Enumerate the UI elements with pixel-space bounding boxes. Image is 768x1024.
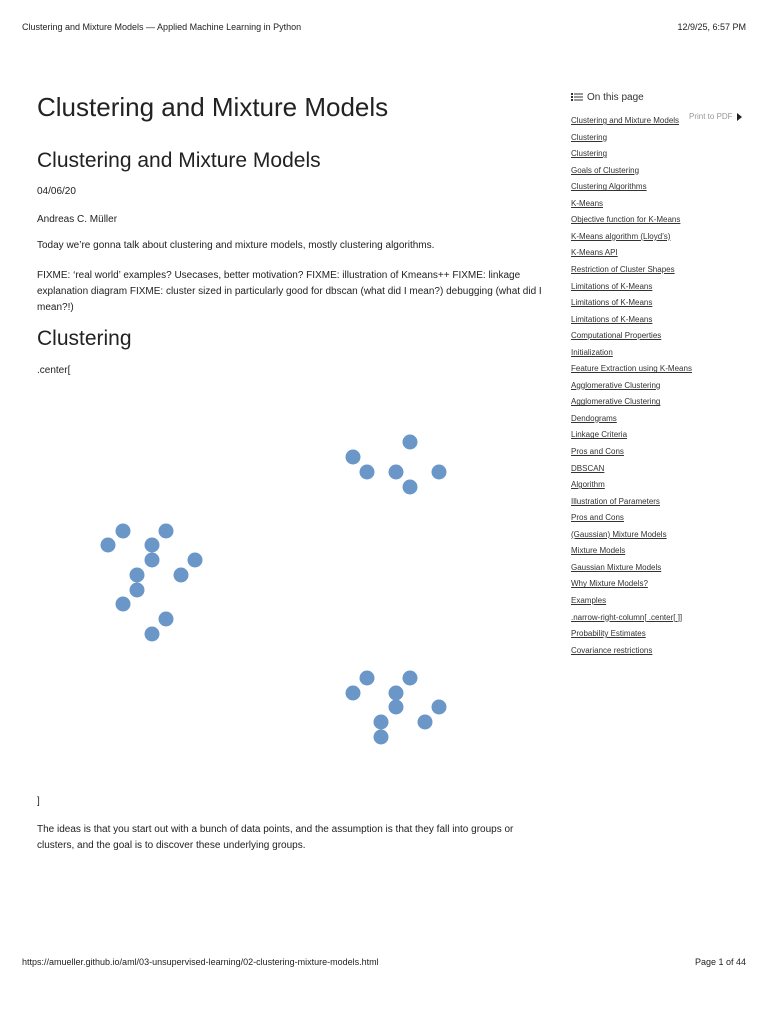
- toc-link[interactable]: Algorithm: [571, 480, 605, 490]
- toc-link[interactable]: Limitations of K-Means: [571, 314, 653, 324]
- cluster-scatter-figure: [37, 380, 547, 790]
- toc-link[interactable]: Limitations of K-Means: [571, 298, 653, 308]
- toc-link[interactable]: Computational Properties: [571, 331, 662, 341]
- toc-link[interactable]: Clustering: [571, 149, 608, 159]
- toc-link[interactable]: K-Means API: [571, 248, 618, 258]
- toc-link[interactable]: Goals of Clustering: [571, 165, 640, 175]
- publish-date: 04/06/20: [37, 186, 76, 197]
- toc-link[interactable]: Probability Estimates: [571, 629, 646, 639]
- print-footer-page: Page 1 of 44: [694, 957, 746, 967]
- data-point: [432, 465, 447, 480]
- toc-link[interactable]: Examples: [571, 595, 607, 605]
- toc-link[interactable]: Feature Extraction using K-Means: [571, 364, 692, 374]
- center-open-marker: .center[: [37, 365, 71, 376]
- fixme-paragraph: FIXME: ‘real world’ examples? Usecases, better motivation? FIXME: illustration of Kmeans++ FIXME: linkage explanation diagram FIXME: cluster sized in particularly good for dbscan (what did I mean?) debugging (what did I mean?!): [37, 270, 542, 313]
- data-point: [116, 524, 131, 539]
- data-point: [346, 450, 361, 465]
- toc-link[interactable]: Agglomerative Clustering: [571, 397, 661, 407]
- toc-header: [571, 92, 756, 106]
- print-header: [22, 22, 746, 36]
- data-point: [403, 671, 418, 686]
- section-heading-clustering: Clustering: [37, 327, 132, 350]
- center-close-marker: ]: [37, 796, 40, 807]
- data-point: [116, 597, 131, 612]
- data-point: [403, 480, 418, 495]
- toc-link[interactable]: Limitations of K-Means: [571, 281, 653, 291]
- intro-paragraph: Today we’re gonna talk about clustering and mixture models, mostly clustering algorithms.: [37, 240, 435, 251]
- page-title: Clustering and Mixture Models: [37, 92, 389, 122]
- data-point: [174, 568, 189, 583]
- data-point: [101, 538, 116, 553]
- data-point: [130, 568, 145, 583]
- toc-link[interactable]: Why Mixture Models?: [571, 579, 648, 589]
- data-point: [159, 612, 174, 627]
- toc-link[interactable]: (Gaussian) Mixture Models: [571, 529, 667, 539]
- data-point: [389, 465, 404, 480]
- data-point: [360, 671, 375, 686]
- toc-link[interactable]: K-Means algorithm (Lloyd’s): [571, 231, 671, 241]
- author: Andreas C. Müller: [37, 214, 118, 225]
- toc-link[interactable]: .narrow-right-column[ .center[ ]]: [571, 612, 683, 622]
- toc-link[interactable]: Linkage Criteria: [571, 430, 628, 440]
- print-header-date: 12/9/25, 6:57 PM: [677, 22, 746, 32]
- section-heading-main: Clustering and Mixture Models: [37, 149, 321, 172]
- toc-link[interactable]: Pros and Cons: [571, 513, 624, 523]
- data-point: [346, 686, 361, 701]
- data-point: [145, 538, 160, 553]
- ideas-paragraph: The ideas is that you start out with a bunch of data points, and the assumption is that they fall into groups or clusters, and the goal is to discover these underlying groups.: [37, 824, 514, 851]
- toc-header-label: On this page: [587, 92, 644, 103]
- list-icon: [571, 92, 583, 102]
- data-point: [403, 435, 418, 450]
- data-point: [374, 715, 389, 730]
- scatter-plot: [37, 380, 547, 790]
- data-point: [432, 700, 447, 715]
- toc-link[interactable]: DBSCAN: [571, 463, 605, 473]
- data-point: [374, 730, 389, 745]
- toc-link[interactable]: Pros and Cons: [571, 447, 624, 456]
- print-footer-url: https://amueller.github.io/aml/03-unsupervised-learning/02-clustering-mixture-models.html: [22, 957, 379, 967]
- print-footer: [22, 957, 746, 971]
- print-to-pdf-button[interactable]: [689, 112, 742, 121]
- toc-link[interactable]: Illustration of Parameters: [571, 496, 660, 506]
- data-point: [159, 524, 174, 539]
- toc-link[interactable]: Gaussian Mixture Models: [571, 562, 662, 572]
- data-point: [389, 700, 404, 715]
- data-point: [130, 583, 145, 598]
- toc-link[interactable]: K-Means: [571, 198, 604, 208]
- print-to-pdf-label: Print to PDF: [689, 112, 733, 121]
- toc-link[interactable]: Agglomerative Clustering: [571, 380, 661, 390]
- toc-link[interactable]: Clustering and Mixture Models: [571, 116, 680, 125]
- data-point: [418, 715, 433, 730]
- toc-link[interactable]: Dendograms: [571, 413, 617, 423]
- toc-link[interactable]: Covariance restrictions: [571, 645, 653, 655]
- toc-link[interactable]: Clustering: [571, 132, 608, 142]
- toc-link[interactable]: Mixture Models: [571, 546, 626, 556]
- print-header-title: Clustering and Mixture Models — Applied Machine Learning in Python: [22, 22, 302, 32]
- caret-right-icon: [737, 113, 742, 121]
- data-point: [389, 686, 404, 701]
- toc-link[interactable]: Restriction of Cluster Shapes: [571, 264, 675, 274]
- toc-link[interactable]: Clustering Algorithms: [571, 182, 647, 192]
- data-point: [188, 553, 203, 568]
- toc-link[interactable]: Initialization: [571, 347, 613, 357]
- data-point: [360, 465, 375, 480]
- toc-link[interactable]: Objective function for K-Means: [571, 215, 681, 225]
- data-point: [145, 627, 160, 642]
- data-point: [145, 553, 160, 568]
